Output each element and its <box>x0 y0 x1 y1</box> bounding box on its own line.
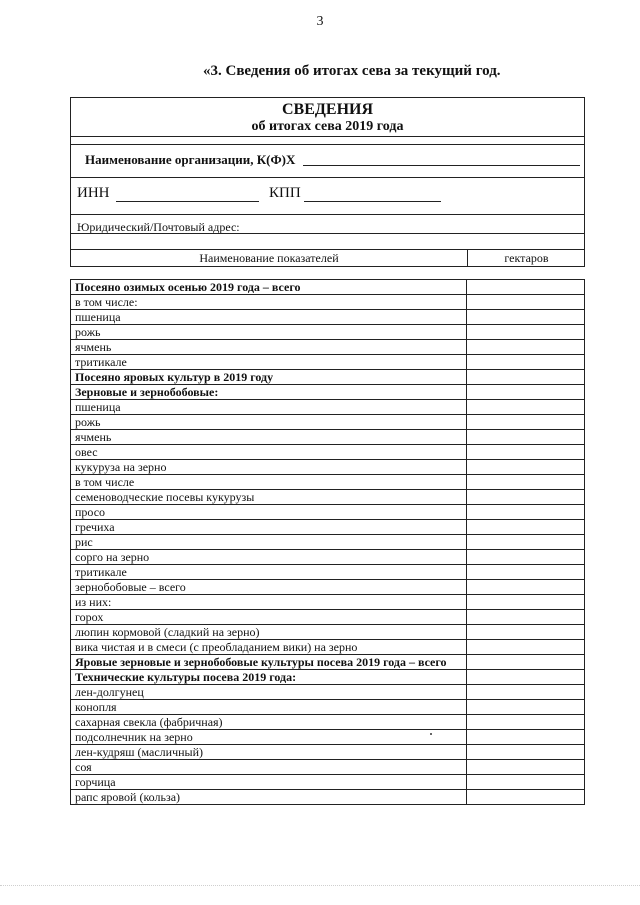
row-label: люпин кормовой (сладкий на зерно) <box>71 625 467 640</box>
table-row <box>71 340 585 355</box>
table-row <box>71 730 585 745</box>
table-row <box>71 595 585 610</box>
row-label: гречиха <box>71 520 467 535</box>
hectares-cell[interactable] <box>467 430 585 445</box>
row-label: горох <box>71 610 467 625</box>
row-label: овес <box>71 445 467 460</box>
hectares-cell[interactable] <box>467 475 585 490</box>
hectares-cell[interactable] <box>467 655 585 670</box>
row-label: конопля <box>71 700 467 715</box>
row-label: пшеница <box>71 310 467 325</box>
form-subtitle: об итогах сева 2019 года <box>251 119 404 134</box>
scan-speck <box>430 733 432 735</box>
hectares-cell[interactable] <box>467 355 585 370</box>
hectares-cell[interactable] <box>467 520 585 535</box>
hectares-cell[interactable] <box>467 370 585 385</box>
divider <box>71 214 584 215</box>
divider <box>71 233 584 234</box>
divider <box>71 136 584 137</box>
hectares-cell[interactable] <box>467 775 585 790</box>
table-row <box>71 370 585 385</box>
row-label: горчица <box>71 775 467 790</box>
section-heading: «3. Сведения об итогах сева за текущий год. <box>203 63 501 79</box>
hectares-cell[interactable] <box>467 505 585 520</box>
hectares-cell[interactable] <box>467 760 585 775</box>
row-label: Посеяно озимых осенью 2019 года – всего <box>71 280 467 295</box>
hectares-cell[interactable] <box>467 295 585 310</box>
row-label: сахарная свекла (фабричная) <box>71 715 467 730</box>
hectares-cell[interactable] <box>467 535 585 550</box>
address-label: Юридический/Почтовый адрес: <box>77 220 240 234</box>
hectares-cell[interactable] <box>467 730 585 745</box>
row-label: просо <box>71 505 467 520</box>
table-row <box>71 760 585 775</box>
row-label: рапс яровой (кольза) <box>71 790 467 805</box>
table-row <box>71 325 585 340</box>
row-label: соя <box>71 760 467 775</box>
table-row <box>71 565 585 580</box>
table-row <box>71 280 585 295</box>
table-row <box>71 610 585 625</box>
hectares-cell[interactable] <box>467 325 585 340</box>
row-label: рис <box>71 535 467 550</box>
hectares-cell[interactable] <box>467 715 585 730</box>
row-label: из них: <box>71 595 467 610</box>
organization-label: Наименование организации, К(Ф)Х <box>85 152 296 167</box>
page-number: 3 <box>316 14 324 29</box>
row-label: Посеяно яровых культур в 2019 году <box>71 370 467 385</box>
row-label: вика чистая и в смеси (с преобладанием вики) на зерно <box>71 640 467 655</box>
table-row <box>71 460 585 475</box>
table-row <box>71 790 585 805</box>
hectares-cell[interactable] <box>467 310 585 325</box>
hectares-cell[interactable] <box>467 700 585 715</box>
hectares-cell[interactable] <box>467 550 585 565</box>
row-label: в том числе <box>71 475 467 490</box>
table-row <box>71 700 585 715</box>
row-label: рожь <box>71 325 467 340</box>
row-label: тритикале <box>71 355 467 370</box>
row-label: тритикале <box>71 565 467 580</box>
hectares-cell[interactable] <box>467 385 585 400</box>
table-row <box>71 535 585 550</box>
row-label: пшеница <box>71 400 467 415</box>
table-row <box>71 715 585 730</box>
hectares-cell[interactable] <box>467 790 585 805</box>
form-title: СВЕДЕНИЯ <box>281 101 374 118</box>
table-row <box>71 685 585 700</box>
inn-label: ИНН <box>77 185 110 201</box>
hectares-cell[interactable] <box>467 445 585 460</box>
column-header-name: Наименование показателей <box>199 251 339 265</box>
table-row <box>71 505 585 520</box>
row-label: Яровые зерновые и зернобобовые культуры посева 2019 года – всего <box>71 655 467 670</box>
table-row <box>71 475 585 490</box>
table-row <box>71 550 585 565</box>
hectares-cell[interactable] <box>467 670 585 685</box>
hectares-cell[interactable] <box>467 565 585 580</box>
table-row <box>71 625 585 640</box>
hectares-cell[interactable] <box>467 280 585 295</box>
sowing-table <box>70 279 585 805</box>
row-label: рожь <box>71 415 467 430</box>
table-row <box>71 640 585 655</box>
row-label: кукуруза на зерно <box>71 460 467 475</box>
table-row <box>71 385 585 400</box>
table-row <box>71 775 585 790</box>
table-row <box>71 445 585 460</box>
row-label: подсолнечник на зерно <box>71 730 467 745</box>
hectares-cell[interactable] <box>467 745 585 760</box>
table-row <box>71 520 585 535</box>
table-row <box>71 295 585 310</box>
table-row <box>71 745 585 760</box>
hectares-cell[interactable] <box>467 400 585 415</box>
hectares-cell[interactable] <box>467 460 585 475</box>
row-label: в том числе: <box>71 295 467 310</box>
table-row <box>71 310 585 325</box>
hectares-cell[interactable] <box>467 415 585 430</box>
table-row <box>71 655 585 670</box>
hectares-cell[interactable] <box>467 595 585 610</box>
row-label: ячмень <box>71 430 467 445</box>
hectares-cell[interactable] <box>467 685 585 700</box>
scan-artifact-line <box>0 885 640 886</box>
report-form-header <box>70 97 585 267</box>
row-label: зернобобовые – всего <box>71 580 467 595</box>
table-row <box>71 415 585 430</box>
hectares-cell[interactable] <box>467 490 585 505</box>
hectares-cell[interactable] <box>467 625 585 640</box>
row-label: Зерновые и зернобобовые: <box>71 385 467 400</box>
table-row <box>71 580 585 595</box>
table-row <box>71 670 585 685</box>
kpp-label: КПП <box>269 185 301 201</box>
row-label: семеноводческие посевы кукурузы <box>71 490 467 505</box>
table-row <box>71 490 585 505</box>
table-row <box>71 430 585 445</box>
row-label: лен-долгунец <box>71 685 467 700</box>
inn-field[interactable] <box>116 201 259 202</box>
divider <box>71 177 584 178</box>
organization-field[interactable] <box>303 165 580 166</box>
table-row <box>71 355 585 370</box>
row-label: сорго на зерно <box>71 550 467 565</box>
hectares-cell[interactable] <box>467 610 585 625</box>
kpp-field[interactable] <box>304 201 441 202</box>
divider <box>71 144 584 145</box>
hectares-cell[interactable] <box>467 580 585 595</box>
table-row <box>71 400 585 415</box>
divider <box>71 249 584 250</box>
column-header-unit: гектаров <box>504 251 549 265</box>
hectares-cell[interactable] <box>467 340 585 355</box>
row-label: ячмень <box>71 340 467 355</box>
row-label: лен-кудряш (масличный) <box>71 745 467 760</box>
row-label: Технические культуры посева 2019 года: <box>71 670 467 685</box>
hectares-cell[interactable] <box>467 640 585 655</box>
